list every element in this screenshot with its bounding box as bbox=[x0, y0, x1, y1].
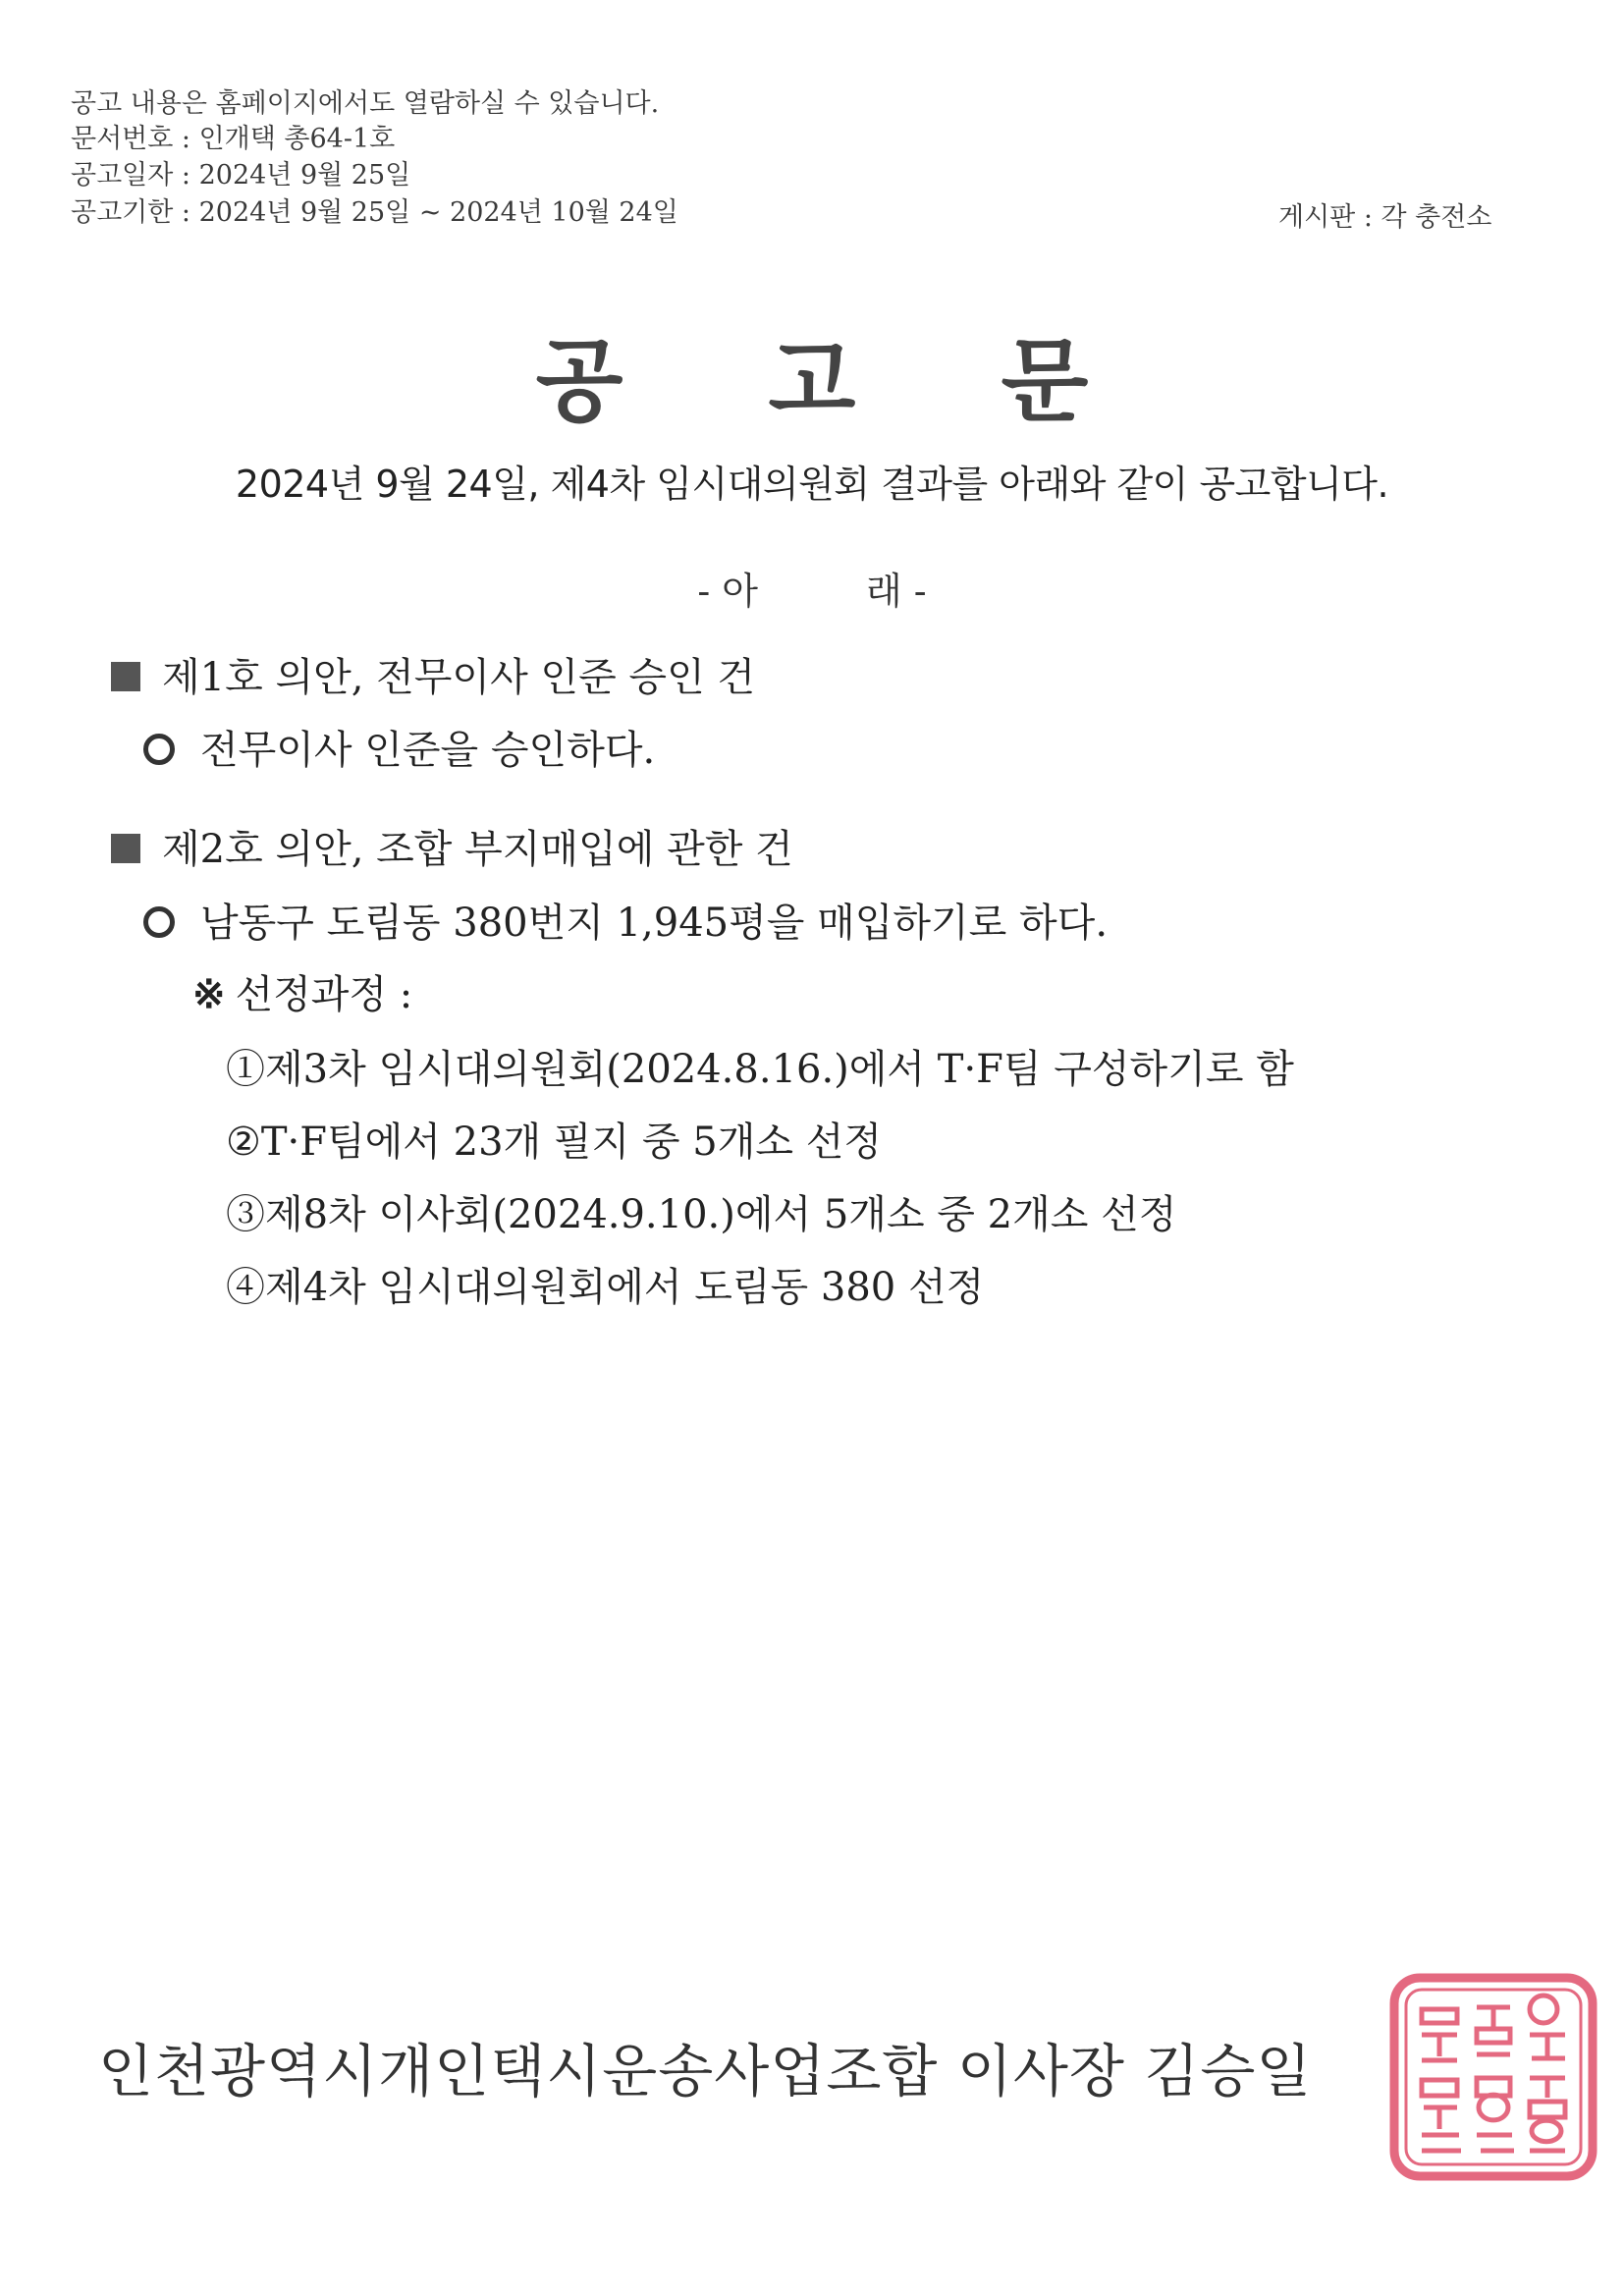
agenda-1-heading bbox=[111, 646, 755, 702]
agenda-2-item bbox=[143, 892, 1108, 948]
circle-bullet-icon bbox=[143, 906, 175, 938]
announcement-subtitle: 2024년 9월 24일, 제4차 임시대의원회 결과를 아래와 같이 공고합니다. bbox=[235, 463, 1389, 506]
selection-process-label bbox=[192, 963, 412, 1019]
homepage-notice: 공고 내용은 홈페이지에서도 열람하실 수 있습니다. bbox=[71, 88, 660, 119]
square-bullet-icon bbox=[111, 662, 140, 691]
below-heading-left: - 아 bbox=[697, 570, 758, 613]
agenda-2-heading bbox=[111, 818, 793, 874]
selection-step-2: ②T·F팀에서 23개 필지 중 5개소 선정 bbox=[226, 1120, 882, 1165]
signer-name: 인천광역시개인택시운송사업조합 이사장 김승일 bbox=[98, 2038, 1313, 2105]
selection-step-3: ③제8차 이사회(2024.9.10.)에서 5개소 중 2개소 선정 bbox=[226, 1192, 1177, 1237]
selection-step-1: ①제3차 임시대의원회(2024.8.16.)에서 T·F팀 구성하기로 함 bbox=[226, 1047, 1294, 1092]
square-bullet-icon bbox=[111, 834, 140, 863]
below-heading bbox=[0, 561, 1624, 615]
notice-period: 공고기한 : 2024년 9월 25일 ~ 2024년 10월 24일 bbox=[71, 197, 678, 228]
reference-mark-icon: ※ bbox=[192, 971, 226, 1017]
agenda-1-title: 제1호 의안, 전무이사 인준 승인 건 bbox=[162, 655, 756, 700]
agenda-2-title: 제2호 의안, 조합 부지매입에 관한 건 bbox=[162, 827, 793, 872]
agenda-1-item bbox=[143, 719, 655, 775]
bulletin-board: 게시판 : 각 충전소 bbox=[1278, 202, 1492, 233]
below-heading-right: 래 - bbox=[866, 570, 927, 613]
official-seal-icon bbox=[1386, 1970, 1600, 2184]
agenda-1-item-text: 전무이사 인준을 승인하다. bbox=[200, 728, 656, 773]
circle-bullet-icon bbox=[143, 734, 175, 765]
selection-process-text: 선정과정 : bbox=[235, 972, 413, 1017]
document-number: 문서번호 : 인개택 총64-1호 bbox=[71, 124, 396, 154]
agenda-2-item-text: 남동구 도림동 380번지 1,945평을 매입하기로 하다. bbox=[200, 901, 1109, 946]
selection-step-4: ④제4차 임시대의원회에서 도림동 380 선정 bbox=[226, 1265, 985, 1310]
notice-date: 공고일자 : 2024년 9월 25일 bbox=[71, 160, 411, 191]
page-title: 공 고 문 bbox=[535, 328, 1146, 434]
